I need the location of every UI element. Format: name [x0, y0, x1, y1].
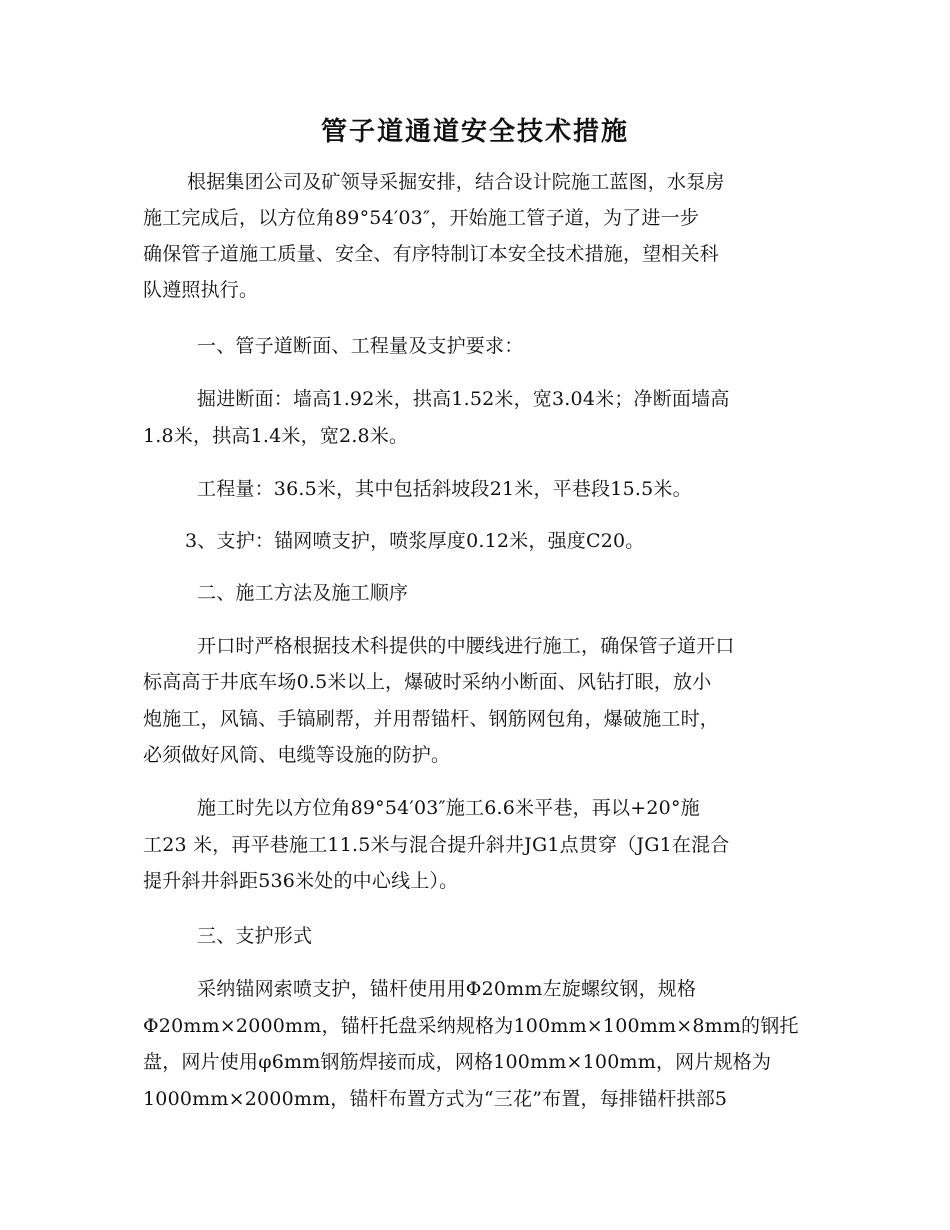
paragraph-line: 必须做好风筒、电缆等设施的防护。	[143, 744, 451, 766]
paragraph-line: 3、支护：锚网喷支护，喷浆厚度0.12米，强度C20。	[185, 530, 645, 552]
section-heading: 二、施工方法及施工顺序	[197, 582, 409, 604]
paragraph-line: 工23 米，再平巷施工11.5米与混合提升斜井JG1点贯穿（JG1在混合	[143, 834, 730, 856]
paragraph-line: 标高高于井底车场0.5米以上，爆破时采纳小断面、风钻打眼，放小	[143, 671, 712, 693]
paragraph-line: Φ20mm×2000mm，锚杆托盘采纳规格为100mm×100mm×8mm的钢托	[143, 1015, 799, 1037]
paragraph-line: 1.8米，拱高1.4米，宽2.8米。	[143, 425, 409, 447]
paragraph-line: 提升斜井斜距536米处的中心线上）。	[143, 870, 459, 892]
paragraph-line: 确保管子道施工质量、安全、有序特制订本安全技术措施，望相关科	[143, 243, 720, 265]
document-title: 管子道通道安全技术措施	[320, 117, 629, 147]
paragraph-line: 开口时严格根据技术科提供的中腰线进行施工，确保管子道开口	[197, 635, 735, 657]
paragraph-line: 掘进断面：墙高1.92米，拱高1.52米，宽3.04米；净断面墙高	[197, 388, 730, 410]
paragraph-line: 队遵照执行。	[143, 279, 259, 301]
paragraph-line: 根据集团公司及矿领导采掘安排，结合设计院施工蓝图，水泵房	[187, 171, 725, 193]
section-heading: 三、支护形式	[197, 925, 313, 947]
paragraph-line: 施工完成后，以方位角89°54′03″，开始施工管子道，为了进一步	[143, 207, 700, 229]
paragraph-line: 炮施工，风镐、手镐刷帮，并用帮锚杆、钢筋网包角，爆破施工时，	[143, 708, 720, 730]
paragraph-line: 盘，网片使用φ6mm钢筋焊接而成，网格100mm×100mm，网片规格为	[143, 1051, 772, 1073]
paragraph-line: 工程量：36.5米，其中包括斜坡段21米，平巷段15.5米。	[197, 478, 692, 500]
paragraph-line: 1000mm×2000mm，锚杆布置方式为“三花”布置，每排锚杆拱部5	[143, 1088, 728, 1110]
section-heading: 一、管子道断面、工程量及支护要求：	[197, 335, 524, 357]
paragraph-line: 采纳锚网索喷支护，锚杆使用用Φ20mm左旋螺纹钢，规格	[197, 978, 697, 1000]
paragraph-line: 施工时先以方位角89°54′03″施工6.6米平巷，再以+20°施	[197, 797, 700, 819]
